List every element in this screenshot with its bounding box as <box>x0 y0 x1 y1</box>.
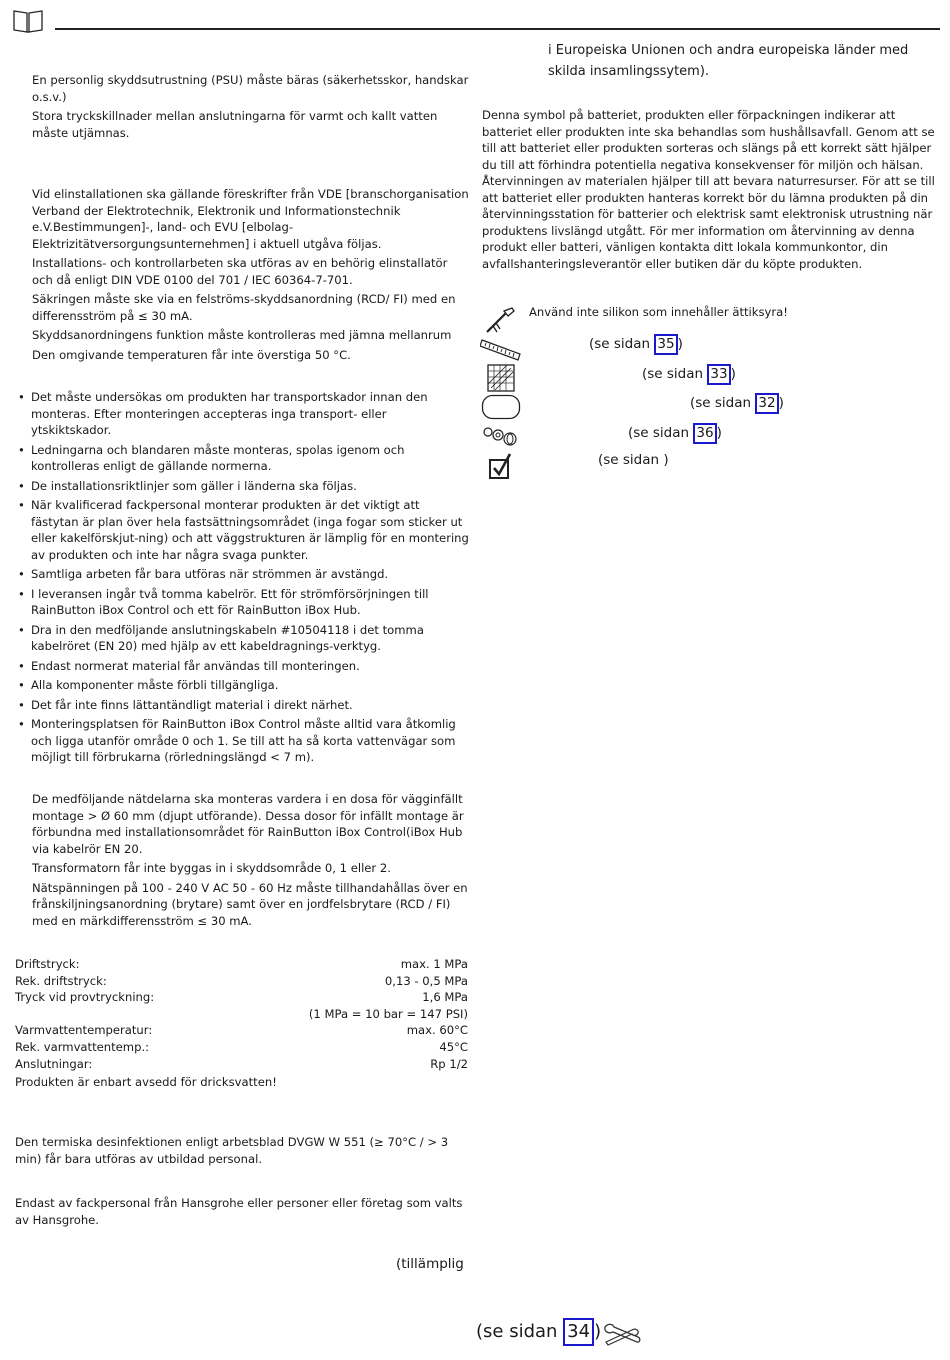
reference-check <box>598 452 669 469</box>
list-item: • Det måste undersökas om produkten har transportskador innan den monteras. Efter monteringen accepteras inga transport- eller ytskiktskador. <box>18 389 470 439</box>
page-link-34[interactable]: 34 <box>563 1318 594 1346</box>
technical-specs <box>15 956 468 1091</box>
electrical-p2: Installations- och kontrollarbeten ska utföras av en behörig elinstallatör och då enligt DIN VDE 0100 del 701 / IEC 60364-7-701. <box>32 256 448 287</box>
list-item: • De installationsriktlinjer som gäller i länderna ska följas. <box>18 478 470 495</box>
spec-label: Rek. driftstryck: <box>15 973 107 988</box>
electrical-section <box>32 186 470 366</box>
spec-value: 45°C <box>439 1039 468 1054</box>
safety-section <box>32 72 470 144</box>
drinking-water-note: Produkten är enbart avsedd för dricksvatten! <box>15 1075 277 1090</box>
spec-value: max. 1 MPa <box>400 957 468 971</box>
installation-list <box>18 389 470 769</box>
spec-row <box>15 956 468 973</box>
reference-box <box>690 393 784 414</box>
power-p2: Transformatorn får inte byggas in i skyddsområde 0, 1 eller 2. <box>32 861 391 875</box>
safety-pressure: Stora tryckskillnader mellan anslutningarna för varmt och kallt vatten måste utjämnas. <box>32 109 438 140</box>
page-link-32[interactable]: 32 <box>755 393 778 414</box>
ref-suffix: ) <box>778 395 784 411</box>
checkbox-icon <box>488 452 514 480</box>
list-item: • Ledningarna och blandaren måste monteras, spolas igenom och kontrolleras enligt de gällande normerna. <box>18 442 470 475</box>
list-item: • Dra in den medföljande anslutningskabeln #10504118 i det tomma kabelröret (EN 20) med hjälp av ett kabeldragnings-verktyg. <box>18 622 470 655</box>
electrical-p4: Skyddsanordningens funktion måste kontrolleras med jämna mellanrum <box>32 328 452 342</box>
applicable-note: (tillämplig <box>396 1256 464 1272</box>
disinfection-text: Den termiska desinfektionen enligt arbetsblad DVGW W 551 (≥ 70°C / > 3 min) får bara utföras av utbildad personal. <box>15 1135 449 1166</box>
spec-row <box>15 973 468 990</box>
spec-row <box>15 1006 468 1023</box>
safety-psu: En personlig skyddsutrustning (PSU) måste bäras (säkerhetsskor, handskar o.s.v.) <box>32 73 469 104</box>
spec-row <box>15 1022 468 1039</box>
list-item: • Det får inte finns lättantändligt material i direkt närhet. <box>18 697 470 714</box>
ref-prefix: (se sidan <box>642 366 708 382</box>
ref-prefix: (se sidan <box>476 1321 564 1342</box>
list-item: • När kvalificerad fackpersonal monterar produkten är det viktigt att fästytan är plan över hela fastsättningsområdet (inga fogar som sticker ut eller kakelförskjut-ning) och att väggstrukturen är lämplig för en montering av produkten och inte har några svaga punkter. <box>18 497 470 563</box>
electrical-p3: Säkringen måste ske via en felströms-skyddsanordning (RCD/ FI) med en differensström på ≤ 30 mA. <box>32 292 456 323</box>
ref-prefix: (se sidan <box>589 336 655 352</box>
ref-suffix: ) <box>594 1321 602 1342</box>
power-supply-section <box>32 791 470 932</box>
spec-value: Rp 1/2 <box>430 1056 468 1071</box>
ref-prefix: (se sidan <box>598 452 664 468</box>
service-text: Endast av fackpersonal från Hansgrohe eller personer eller företag som valts av Hansgrohe. <box>15 1196 463 1227</box>
spec-label: Anslutningar: <box>15 1056 93 1071</box>
spec-label: Driftstryck: <box>15 957 80 971</box>
measuring-ruler-icon <box>480 336 522 362</box>
electrical-p5: Den omgivande temperaturen får inte överstiga 50 °C. <box>32 347 351 362</box>
spec-value: 0,13 - 0,5 MPa <box>384 973 468 988</box>
header-rule <box>55 28 940 30</box>
list-item: • I leveransen ingår två tomma kabelrör. Ett för strömförsörjningen till RainButton iBox Control och ett för RainButton iBox Hub. <box>18 586 470 619</box>
list-item: • Endast normerat material får användas till monteringen. <box>18 658 470 675</box>
spec-value: (1 MPa = 10 bar = 147 PSI) <box>308 1006 468 1021</box>
reference-maintenance <box>476 1318 601 1346</box>
page-link-33[interactable]: 33 <box>707 364 730 385</box>
reference-measure <box>589 334 683 355</box>
spec-label: Tryck vid provtryckning: <box>15 990 155 1005</box>
reference-tile <box>642 364 736 385</box>
reference-spare-parts <box>628 423 722 444</box>
wrench-icon <box>602 1322 642 1346</box>
ref-prefix: (se sidan <box>628 425 694 441</box>
ref-suffix: ) <box>716 425 722 441</box>
tile-grid-icon <box>487 364 515 392</box>
ref-suffix: ) <box>677 336 683 352</box>
silicone-warning: Använd inte silikon som innehåller ättiksyra! <box>529 305 788 319</box>
spare-parts-icon <box>481 424 521 450</box>
list-item: • Alla komponenter måste förbli tillgängliga. <box>18 677 470 694</box>
spec-value: max. 60°C <box>406 1023 468 1038</box>
spec-row <box>15 1039 468 1056</box>
ref-prefix: (se sidan <box>690 395 756 411</box>
page-link-35[interactable]: 35 <box>654 334 677 355</box>
ref-suffix: ) <box>730 366 736 382</box>
spec-row <box>15 989 468 1006</box>
rounded-box-icon <box>481 394 521 420</box>
spec-row <box>15 1056 468 1073</box>
spec-value: 1,6 MPa <box>422 990 468 1005</box>
power-p3: Nätspänningen på 100 - 240 V AC 50 - 60 Hz måste tillhandahållas över en frånskiljningsanordning (brytare) samt över en jordfelsbrytare (RCD / FI) med en märkdifferensström ≤ 30 mA. <box>32 880 468 928</box>
electrical-p1: Vid elinstallationen ska gällande föreskrifter från VDE [branschorganisation Verband der Elektrotechnik, Elektronik und Informationstechnik e.V.Bestimmungen]-, land- och EVU [elbolag-Elektrizitätversorgungsunternehmen] i aktuell utgåva följas. <box>32 187 469 251</box>
eu-collection-text: i Europeiska Unionen och andra europeiska länder med skilda insamlingssytem). <box>548 43 909 79</box>
ref-suffix: ) <box>663 452 669 468</box>
spec-label: Varmvattentemperatur: <box>15 1023 153 1038</box>
list-item: • Monteringsplatsen för RainButton iBox Control måste alltid vara åtkomlig och ligga utanför område 0 och 1. Se till att ha så korta vattenvägar som möjligt till förbrukarna (rörledningslängd < 7 m). <box>18 716 470 766</box>
recycling-text: Denna symbol på batteriet, produkten eller förpackningen indikerar att batteriet eller produkten inte ska behandlas som hushållsavfall. Genom att se till att batteriet eller produkten sorteras och slängs på ett korrekt sätt hjälper du till att förhindra potentiella negativa konsekvenser för miljön och hälsan. Återvinningen av materialen hjälper till att bevara naturresurser. För att se till att batteriet eller produkten hanteras korrekt bör du lämna produkten på din återvinningsstation för batterier och elektrisk samt elektronisk utrustning när produktens livslängd utgått. För mer information om återvinning av denna produkt eller batteri, vänligen kontakta ditt lokala kommunkontor, din avfallshanteringsleverantör eller butiken där du köpte produkten. <box>482 108 935 271</box>
open-book-icon <box>12 8 44 34</box>
page-link-36[interactable]: 36 <box>693 423 716 444</box>
list-item: • Samtliga arbeten får bara utföras när strömmen är avstängd. <box>18 566 470 583</box>
spec-label: Rek. varmvattentemp.: <box>15 1039 150 1054</box>
silicone-gun-icon <box>484 305 518 335</box>
power-p1: De medföljande nätdelarna ska monteras vardera i en dosa för vägginfällt montage > Ø 60 mm (djupt utförande). Dessa dosor för infällt montage är förbundna med installationsområdet för RainButton iBox Control(iBox Hub via kabelrör EN 20. <box>32 792 464 856</box>
